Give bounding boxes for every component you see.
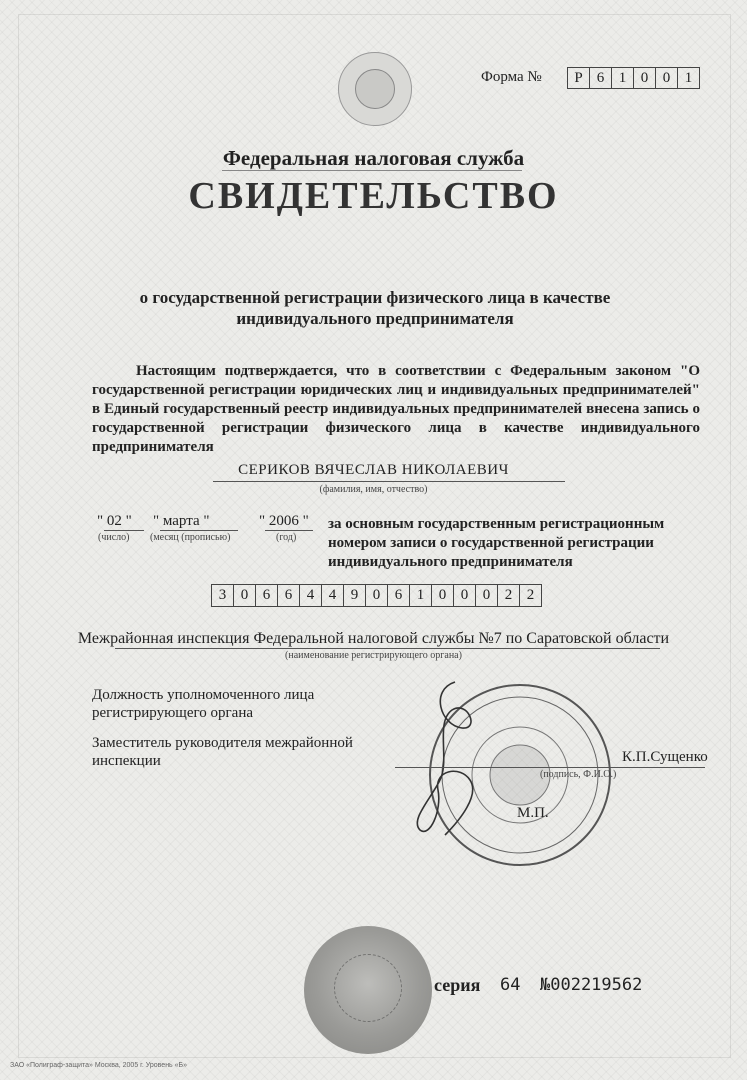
registration-digit: 6 — [277, 584, 300, 607]
deputy-line: Заместитель руководителя межрайонной — [92, 735, 353, 751]
registering-organ: Межрайонная инспекция Федеральной налоговой службы №7 по Саратовской области — [77, 630, 670, 647]
registration-digit: 0 — [233, 584, 256, 607]
form-code-char: Р — [567, 67, 590, 89]
registration-digit: 2 — [497, 584, 520, 607]
date-year-caption: (год) — [276, 532, 297, 543]
registration-digit: 0 — [365, 584, 388, 607]
date-day-underline — [104, 530, 144, 531]
printer-note: ЗАО «Полиграф-защита» Москва, 2005 г. Уровень «Б» — [10, 1062, 188, 1069]
registration-digit: 3 — [211, 584, 234, 607]
signature-underline — [395, 767, 705, 768]
fns-emblem-icon — [338, 52, 412, 126]
document-title: СВИДЕТЕЛЬСТВО — [188, 175, 559, 217]
registration-digit: 0 — [453, 584, 476, 607]
date-year: " 2006 " — [259, 513, 309, 529]
registration-digit: 4 — [299, 584, 322, 607]
authority-name: Федеральная налоговая служба — [222, 146, 525, 170]
organ-underline — [115, 648, 660, 649]
form-code-char: 6 — [589, 67, 612, 89]
registration-digit: 6 — [387, 584, 410, 607]
series-value: 64 — [500, 975, 521, 995]
blank-number: №002219562 — [540, 975, 643, 995]
date-month: " марта " — [153, 513, 210, 529]
signer-name: К.П.Сущенко — [622, 749, 708, 765]
date-month-underline — [160, 530, 238, 531]
registration-number — [212, 584, 542, 607]
person-name-caption: (фамилия, имя, отчество) — [319, 484, 428, 495]
official-position-label — [92, 686, 314, 722]
official-position-value — [92, 734, 353, 770]
form-code — [568, 67, 700, 89]
signature-icon — [400, 670, 510, 845]
deputy-line: инспекции — [92, 753, 161, 769]
name-underline — [213, 481, 565, 482]
position-line: Должность уполномоченного лица — [92, 687, 315, 703]
subtitle-line: индивидуального предпринимателя — [236, 309, 514, 328]
signature-caption: (подпись, Ф.И.О.) — [540, 769, 617, 780]
subtitle-line: о государственной регистрации физического лица в качестве — [139, 288, 611, 307]
date-day-caption: (число) — [98, 532, 130, 543]
date-day: " 02 " — [97, 513, 132, 529]
title-divider — [222, 170, 522, 171]
hologram-emblem-icon — [304, 926, 432, 1054]
form-code-char: 1 — [611, 67, 634, 89]
registration-digit: 6 — [255, 584, 278, 607]
seal-place-label: М.П. — [517, 805, 549, 821]
registration-digit: 0 — [475, 584, 498, 607]
person-name: СЕРИКОВ ВЯЧЕСЛАВ НИКОЛАЕВИЧ — [238, 462, 509, 478]
registration-digit: 0 — [431, 584, 454, 607]
registration-digit: 9 — [343, 584, 366, 607]
form-code-char: 0 — [633, 67, 656, 89]
form-code-char: 0 — [655, 67, 678, 89]
document-subtitle — [100, 287, 650, 329]
registration-digit: 2 — [519, 584, 542, 607]
position-line: регистрирующего органа — [92, 705, 254, 721]
series-label: серия — [434, 975, 481, 995]
form-label: Форма № — [481, 69, 542, 85]
form-code-char: 1 — [677, 67, 700, 89]
date-year-underline — [265, 530, 313, 531]
registration-digit: 4 — [321, 584, 344, 607]
date-month-caption: (месяц (прописью) — [150, 532, 231, 543]
registration-text: за основным государственным регистрационным номером записи о государственной регистрации индивидуального предпринимателя — [328, 516, 665, 570]
registering-organ-caption: (наименование регистрирующего органа) — [285, 650, 462, 661]
registration-digit: 1 — [409, 584, 432, 607]
confirmation-text: Настоящим подтверждается, что в соответствии с Федеральным законом "О государственной регистрации юридических лиц и индивидуальных предпринимателей" в Единый государственный реестр индивидуальных предпринимателей внесена запись о государственной регистрации физического лица в качестве индивидуального предпринимателя — [92, 363, 700, 455]
